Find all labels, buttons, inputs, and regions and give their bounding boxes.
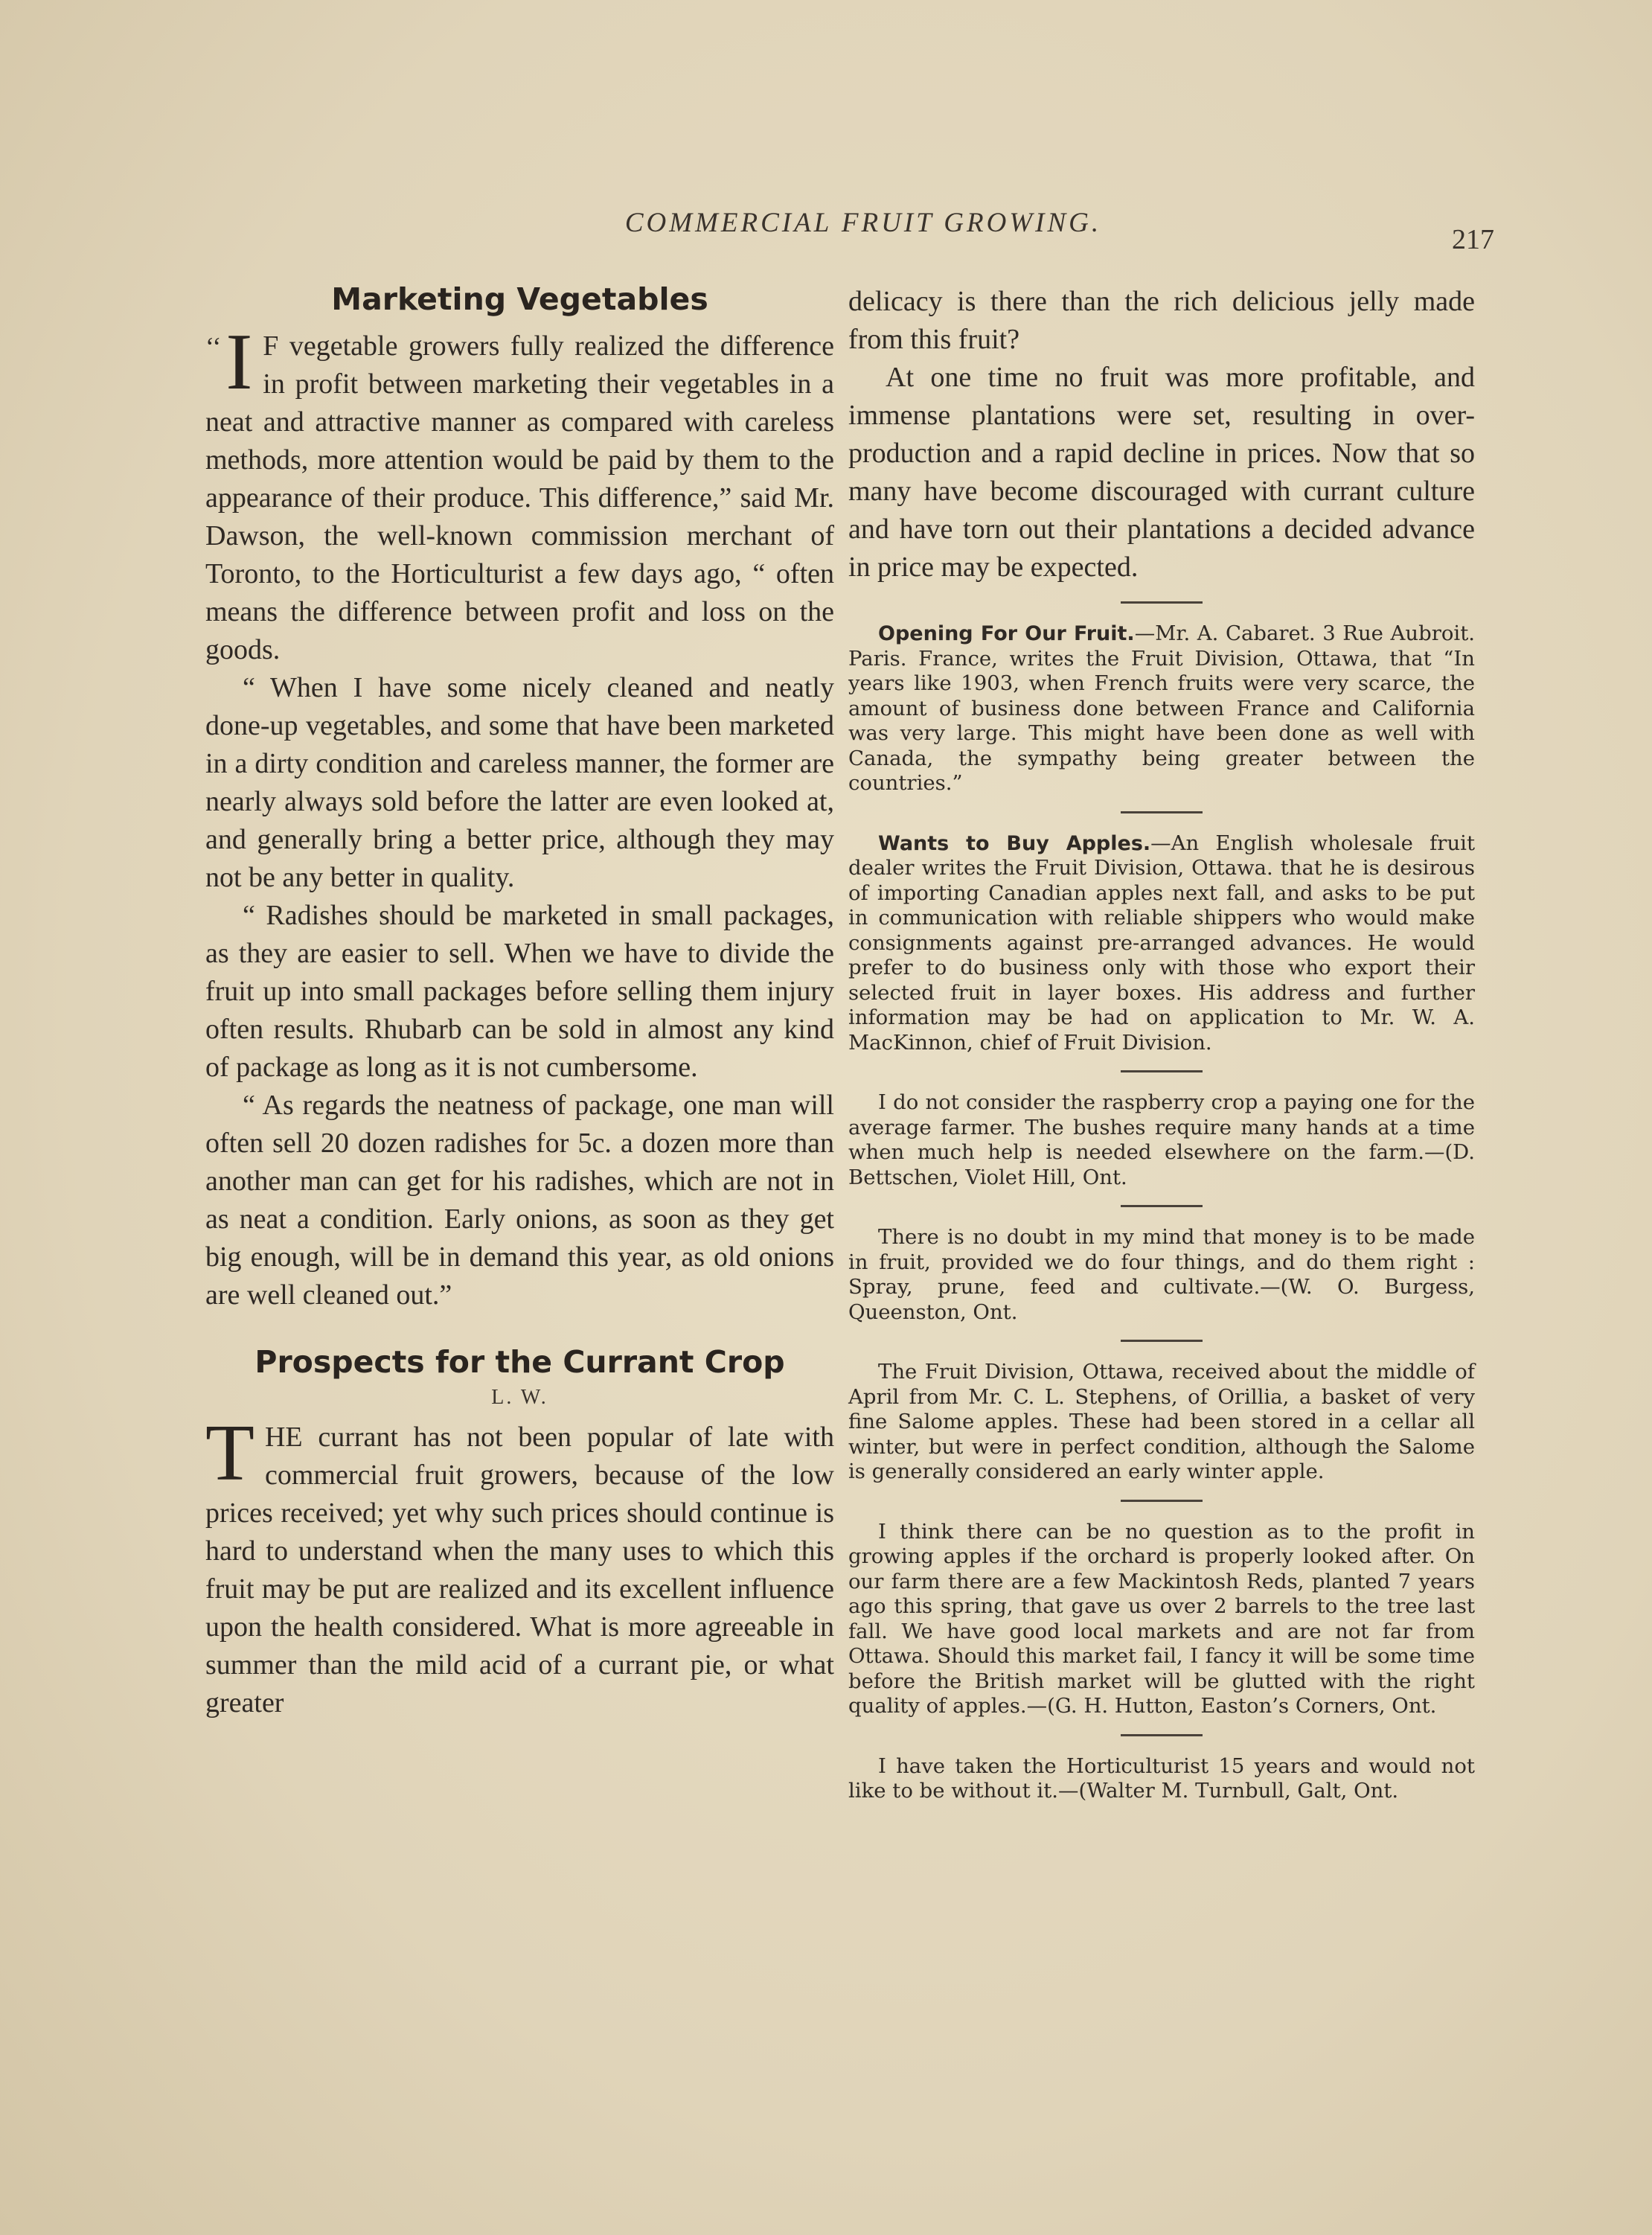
article-byline: L. W. (491, 1386, 548, 1409)
article-paragraph-continued: delicacy is there than the rich delicious jelly made from this fruit? (848, 286, 1475, 355)
section-divider (1121, 1205, 1203, 1207)
article-paragraph (205, 318, 834, 669)
reader-quote: I think there can be no question as to the profit in growing apples if the orchard is properly looked after. On our farm there are a few Mackintosh Reds, planted 7 years ago this spring, that gave us over 2 barrels to the tree last fall. We have good local markets and are not far from Ottawa. Should this market fail, I fancy it will be some time before the British market will be glutted with the right quality of apples.—(G. H. Hutton, Easton’s Corners, Ont. (848, 1519, 1475, 1718)
section-divider (1121, 1500, 1203, 1502)
article-paragraph: “ When I have some nicely cleaned and neatly done-up vegetables, and some that have been marketed in a dirty condition and careless manner, the former are nearly always sold before the latter are even looked at, and generally bring a better price, although they may not be any better in quality. (205, 672, 834, 893)
left-column (205, 275, 834, 1722)
article-title-currant-crop: Prospects for the Currant Crop (254, 1344, 785, 1380)
section-divider (1121, 1340, 1203, 1342)
reader-quote: There is no doubt in my mind that money is to be made in fruit, provided we do four things, and do them right : Spray, prune, feed and cultivate.—(W. O. Burgess, Queenston, Ont. (848, 1225, 1475, 1324)
running-title: COMMERCIAL FRUIT GROWING. (624, 208, 1102, 238)
drop-cap-letter: I (225, 318, 253, 406)
note-title: Opening For Our Fruit. (878, 622, 1135, 645)
news-note: The Fruit Division, Ottawa, received about the middle of April from Mr. C. L. Stephens, of Orillia, a basket of very fine Salome apples. These had been stored in a cellar all winter, but were in perfect condition, although the Salome is generally considered an early winter apple. (848, 1360, 1475, 1483)
article-paragraph (205, 1409, 834, 1722)
section-divider (1121, 811, 1203, 813)
drop-cap-letter: T (205, 1409, 254, 1497)
note-text: —An English wholesale fruit dealer writes the Fruit Division, Ottawa. that he is desirous of importing Canadian apples next fall, and asks to be put in communication with reliable shippers who would make consignments against pre-arranged advances. He would prefer to do business only with those who export their selected fruit in layer boxes. His address and further information may be had on application to Mr. W. A. MacKinnon, chief of Fruit Division. (848, 831, 1475, 1055)
article-paragraph: At one time no fruit was more profitable, and immense plantations were set, resulting in over-production and a rapid decline in prices. Now that so many have become discouraged with currant culture and have torn out their plantations a decided advance in price may be expected. (848, 362, 1475, 583)
reader-quote: I have taken the Horticulturist 15 years and would not like to be without it.—(Walter M. Turnbull, Galt, Ont. (848, 1753, 1475, 1803)
section-divider (1121, 601, 1203, 604)
paragraph-text: F vegetable growers fully realized the difference in profit between marketing their vegetables in a neat and attractive manner as compared with careless methods, more attention would be paid by them to the appearance of their produce. This difference,” said Mr. Dawson, the well-known commission merchant of Toronto, to the Horticulturist a few days ago, “ often means the difference between profit and loss on the goods. (205, 330, 834, 665)
page-number: 217 (1452, 224, 1494, 255)
news-note (848, 831, 1475, 1056)
article-paragraph: “ As regards the neatness of package, one man will often sell 20 dozen radishes for 5c. a dozen more than another man can get for his radishes, which are not in as neat a condition. Early onions, as soon as they get big enough, will be in demand this year, as old onions are well cleaned out.” (205, 1090, 834, 1311)
reader-quote: I do not consider the raspberry crop a paying one for the average farmer. The bushes require many hands at a time when much help is needed elsewhere on the farm.—(D. Bettschen, Violet Hill, Ont. (848, 1090, 1475, 1189)
paragraph-text: HE currant has not been popular of late with commercial fruit growers, because of the low prices received; yet why such prices should continue is hard to understand when the many uses to which this fruit may be put are realized and its excellent influence upon the health considered. What is more agreeable in summer than the mild acid of a currant pie, or what greater (205, 1422, 834, 1718)
news-note (848, 621, 1475, 796)
article-title-marketing-vegetables: Marketing Vegetables (331, 281, 708, 317)
note-text: —Mr. A. Cabaret. 3 Rue Aubroit. Paris. France, writes the Fruit Division, Ottawa, that “In years like 1903, when French fruits were very scarce, the amount of business done between France and California was very large. This might have been done as well with Canada, the sympathy being greater between the countries.” (848, 621, 1475, 795)
section-divider (1121, 1070, 1203, 1072)
section-divider (1121, 1734, 1203, 1736)
article-paragraph: “ Radishes should be marketed in small packages, as they are easier to sell. When we have to divide the fruit up into small packages before selling them injury often results. Rhubarb can be sold in almost any kind of package as long as it is not cumbersome. (205, 900, 834, 1083)
right-column (848, 283, 1475, 1804)
note-title: Wants to Buy Apples. (878, 831, 1151, 855)
opening-quote-mark: ‘‘ (205, 332, 222, 362)
